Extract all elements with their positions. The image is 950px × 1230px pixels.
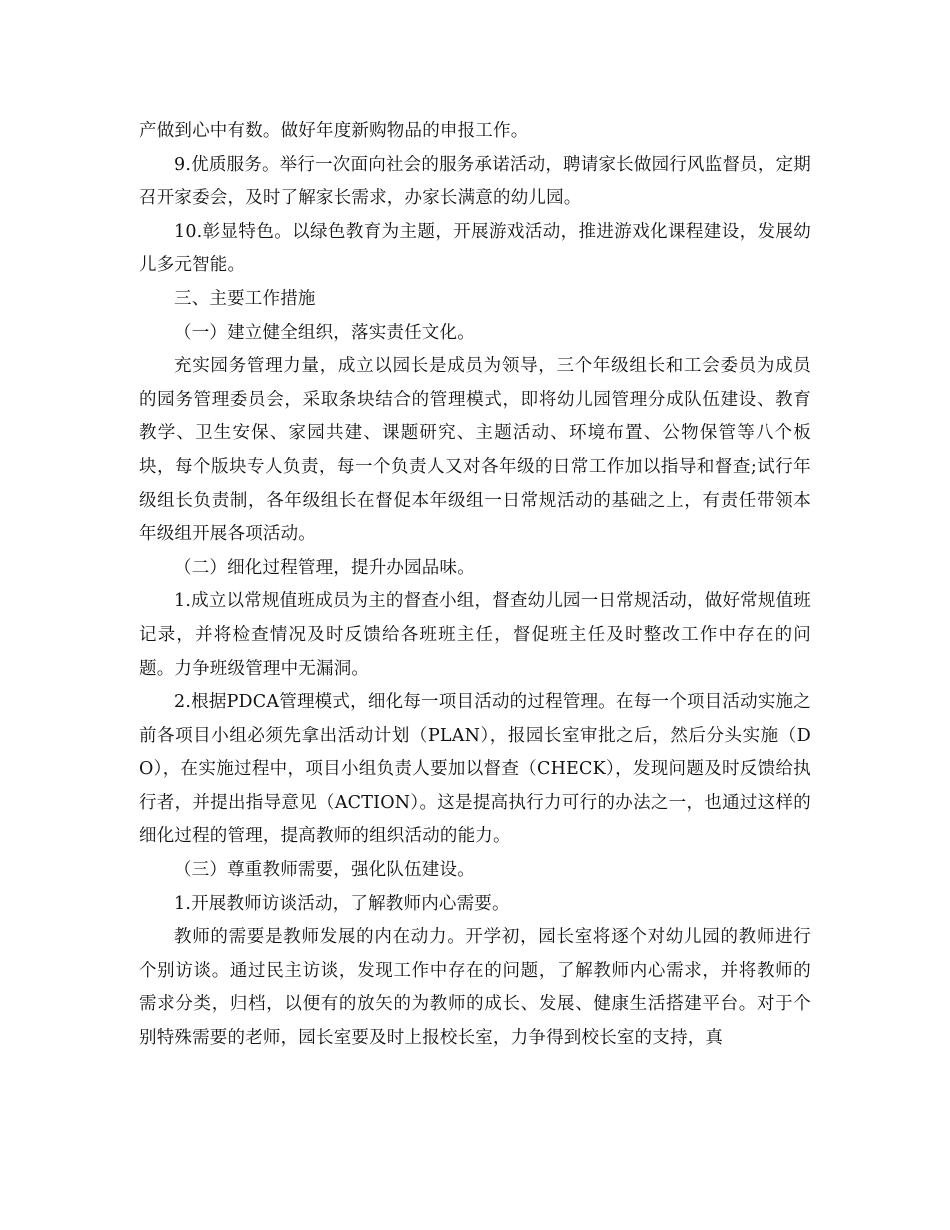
subsection-heading-1: （一）建立健全组织，落实责任文化。 — [174, 322, 475, 343]
paragraph-9: 2.根据PDCA管理模式，细化每一项目活动的过程管理。在每一个项目活动实施之前各项目小组必须先拿出活动计划（PLAN），报园长室审批之后，然后分头实施（DO），在实施过程中，项目小组负责人要加以督查（CHECK），发现问题及时反馈给执行者，并提出指导意见（ACTION）。这是提高执行力可行的办法之一，也通过这样的细化过程的管理，提高教师的组织活动的能力。 — [139, 692, 811, 847]
paragraph-2: 9.优质服务。举行一次面向社会的服务承诺活动，聘请家长做园行风监督员，定期召开家委会，及时了解家长需求，办家长满意的幼儿园。 — [139, 154, 811, 209]
paragraph-1: 产做到心中有数。做好年度新购物品的申报工作。 — [139, 121, 529, 141]
paragraph-8: 1.成立以常规值班成员为主的督查小组，督查幼儿园一日常规活动，做好常规值班记录，并将检查情况及时反馈给各班班主任，督促班主任及时整改工作中存在的问题。力争班级管理中无漏洞。 — [139, 591, 811, 679]
paragraph-11: 1.开展教师访谈活动，了解教师内心需要。 — [174, 893, 510, 914]
section-heading: 三、主要工作措施 — [174, 288, 316, 309]
document-body — [139, 115, 811, 1056]
paragraph-6: 充实园务管理力量，成立以园长是成员为领导，三个年级组长和工会委员为成员的园务管理委员会，采取条块结合的管理模式，即将幼儿园管理分成队伍建设、教育教学、卫生安保、家园共建、课题研究、主题活动、环境布置、公物保管等八个板块，每个版块专人负责，每一个负责人又对各年级的日常工作加以指导和督查;试行年级组长负责制，各年级组长在督促本年级组一日常规活动的基础之上，有责任带领本年级组开展各项活动。 — [139, 356, 811, 545]
subsection-heading-2: （二）细化过程管理，提升办园品味。 — [174, 557, 475, 578]
subsection-heading-3: （三）尊重教师需要，强化队伍建设。 — [174, 860, 475, 881]
paragraph-3: 10.彰显特色。以绿色教育为主题，开展游戏活动，推进游戏化课程建设，发展幼儿多元智能。 — [139, 221, 811, 276]
paragraph-12: 教师的需要是教师发展的内在动力。开学初，园长室将逐个对幼儿园的教师进行个别访谈。通过民主访谈，发现工作中存在的问题，了解教师内心需求，并将教师的需求分类，归档，以便有的放矢的为教师的成长、发展、健康生活搭建平台。对于个别特殊需要的老师，园长室要及时上报校长室，力争得到校长室的支持，真 — [139, 927, 811, 1049]
